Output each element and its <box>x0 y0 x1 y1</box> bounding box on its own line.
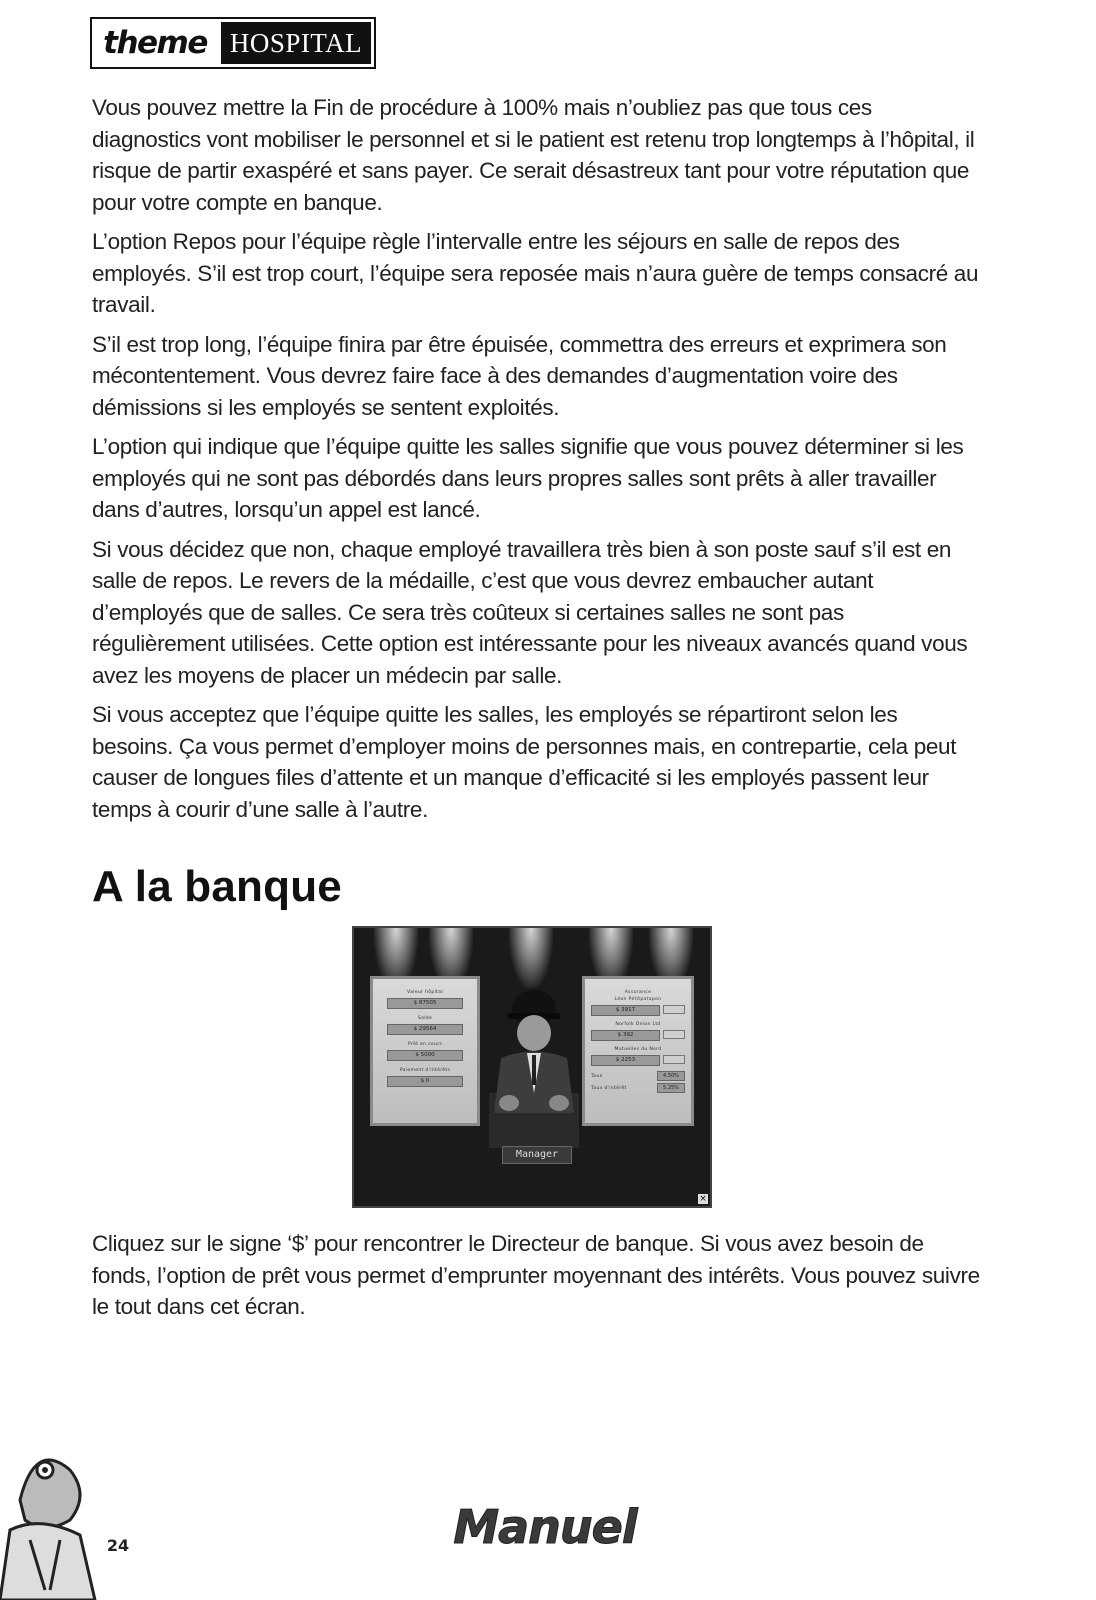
logo-hospital-text: HOSPITAL <box>221 22 371 64</box>
paragraph: L’option qui indique que l’équipe quitte les salles signifie que vous pouvez déterminer si les employés qui ne sont pas débordés dans leurs propres salles sont prêts à aller travailler dans d’autres, lorsqu’un appel est lancé. <box>92 434 964 522</box>
close-icon: × <box>699 1194 707 1204</box>
bank-manager-figure <box>479 983 589 1148</box>
panel-label: Solde <box>417 1016 433 1021</box>
section-heading: A la banque <box>92 862 342 911</box>
panel-label: Valeur hôpital <box>407 990 443 995</box>
insurance-panel <box>582 976 694 1126</box>
claim-button <box>663 1005 685 1014</box>
screenshot-caption: Cliquez sur le signe ‘$’ pour rencontrer le Directeur de banque. Si vous avez besoin de fonds, l’option de prêt vous permet d’emprunter moyennant des intérêts. Vous pouvez suivre le tout dans cet écran. <box>92 1231 980 1319</box>
panel-label: Prêt en cours <box>407 1042 443 1047</box>
claim-button <box>663 1030 685 1039</box>
interest-payment-field: $ 0 <box>387 1076 463 1087</box>
paragraph: Si vous décidez que non, chaque employé travaillera très bien à son poste sauf s’il est en salle de repos. Le revers de la médaille, c’est que vous devrez embaucher autant d’employés que de salles. Ce sera très coûteux si certaines salles ne sont pas régulièrement utilisées. Cette option est intéressante pour les niveaux avancés quand vous avez les moyens de placer un médecin par salle. <box>92 536 968 688</box>
rate-label: Taux <box>591 1073 603 1079</box>
insurer-name: Léon Pétitpatapon <box>614 997 662 1002</box>
paragraph: Si vous acceptez que l’équipe quitte les salles, les employés se répartiront selon les besoins. Ça vous permet d’employer moins de personnes mais, en contrepartie, cela peut causer de longues files d’attente et un manque d’efficacité si les employés passent leur temps à courir d’une salle à l’autre. <box>92 702 957 822</box>
bank-manager-screenshot <box>352 926 712 1208</box>
manuel-logo: Manuel <box>453 1500 637 1554</box>
logo-theme-text: theme <box>103 25 207 61</box>
theme-hospital-logo <box>90 17 376 69</box>
manager-sign: Manager <box>502 1146 572 1164</box>
insurer-name: Norfolk Onion Ltd <box>615 1022 661 1027</box>
bank-account-panel <box>370 976 480 1126</box>
rate-value: 4.50% <box>657 1071 685 1081</box>
paragraph: L’option Repos pour l’équipe règle l’intervalle entre les séjours en salle de repos des employés. S’il est trop court, l’équipe sera reposée mais n’aura guère de temps consacré au travail. <box>92 229 979 317</box>
insurer-value: $ 3917 <box>591 1005 660 1016</box>
balance-field: $ 29564 <box>387 1024 463 1035</box>
paragraph: Vous pouvez mettre la Fin de procédure à 100% mais n’oubliez pas que tous ces diagnostics vont mobiliser le personnel et si le patient est retenu trop longtemps à l’hôpital, il risque de partir exaspéré et sans payer. Ce serait désastreux tant pour votre réputation que pour votre compte en banque. <box>92 95 975 215</box>
doctor-mascot-icon <box>0 1440 110 1600</box>
hospital-value-field: $ 87505 <box>387 998 463 1009</box>
rate-label: Taux d'intérêt <box>591 1085 627 1091</box>
claim-button <box>663 1055 685 1064</box>
insurance-title: Assurance <box>624 990 652 995</box>
insurer-value: $ 392 <box>591 1030 660 1041</box>
insurer-value: $ 2253 <box>591 1055 660 1066</box>
insurer-name: Mutuelles du Nord <box>614 1047 662 1052</box>
rate-value: 5.25% <box>657 1083 685 1093</box>
body-text <box>92 92 982 833</box>
spotlight <box>509 928 553 988</box>
page-number: 24 <box>106 1535 130 1555</box>
paragraph: S’il est trop long, l’équipe finira par être épuisée, commettra des erreurs et exprimera son mécontentement. Vous devrez faire face à des demandes d’augmentation voire des démissions si les employés se sentent exploités. <box>92 331 947 420</box>
panel-label: Paiement d'intérêts <box>399 1068 451 1073</box>
loan-field: $ 5000 <box>387 1050 463 1061</box>
